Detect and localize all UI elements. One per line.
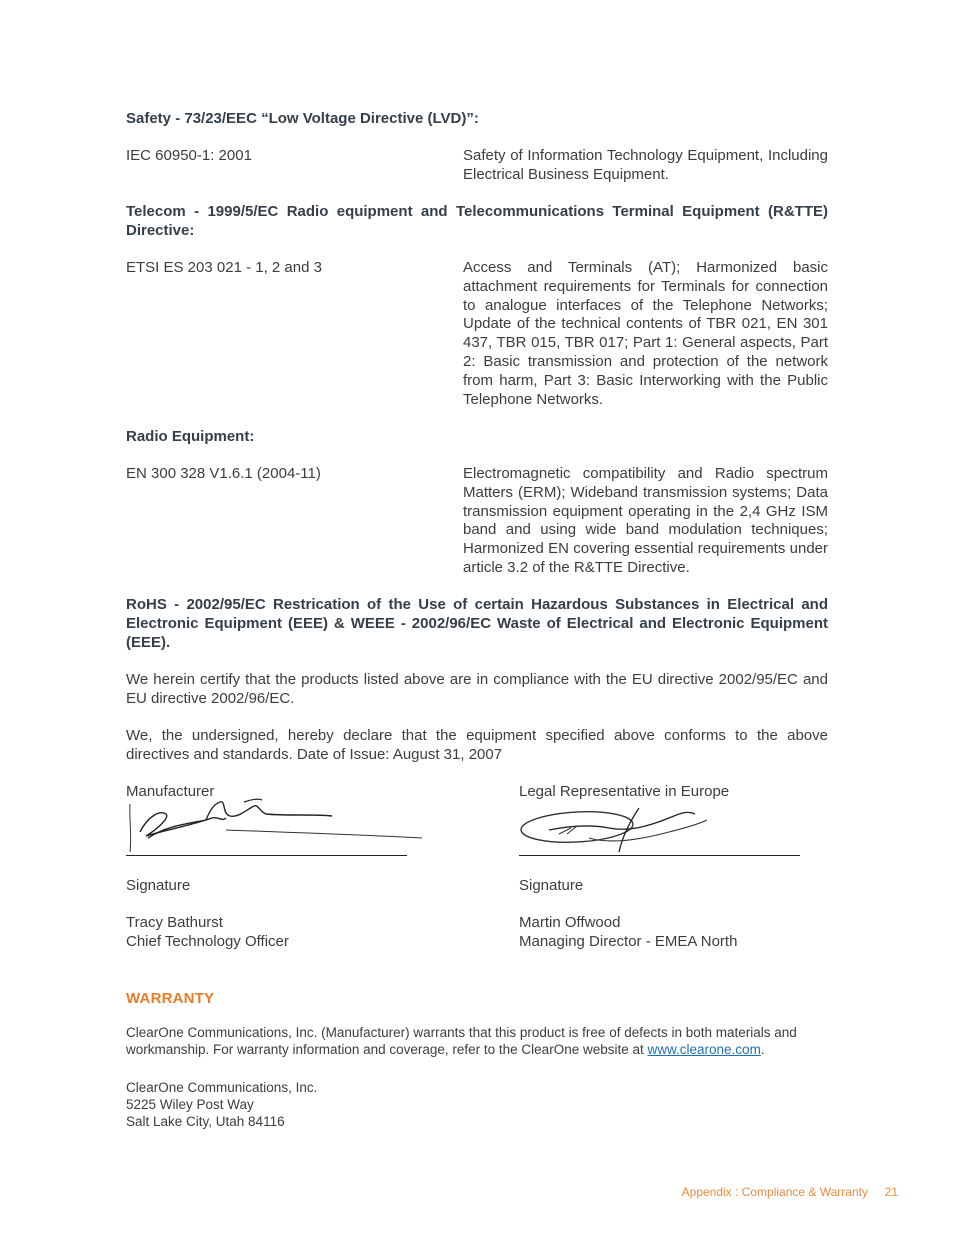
telecom-description: Access and Terminals (AT); Harmonized basic attachment requirements for Terminals for connection to analogue interfaces of the Telephone Networks; Update of the technical contents of TBR 021, EN 301 437, TBR 015, TBR 017; Part 1: General aspects, Part 2: Basic transmission and protection of the network from harm, Part 3: Basic Interworking with the Public Telephone Networks. [463,259,828,408]
representative-signature-image [519,800,719,856]
representative-title: Managing Director - EMEA North [519,933,738,950]
company-street: 5225 Wiley Post Way [126,1097,254,1112]
manufacturer-label: Manufacturer [126,783,215,800]
footer-section: Appendix : Compliance & Warranty [681,1185,868,1199]
warranty-text [126,1024,826,1059]
warranty-title: WARRANTY [126,990,215,1007]
representative-signature-label: Signature [519,877,584,894]
representative-label: Legal Representative in Europe [519,783,730,800]
page-footer [682,1185,898,1199]
representative-signature-line [519,855,800,856]
telecom-heading: Telecom - 1999/5/EC Radio equipment and Telecommunications Terminal Equipment (R&TTE) Directive: [126,203,828,239]
radio-description: Electromagnetic compatibility and Radio spectrum Matters (ERM); Wideband transmission systems; Data transmission equipment operating in the 2,4 GHz ISM band and using wide band modulation techniques; Harmonized EN covering essential requirements under article 3.2 of the R&TTE Directive. [463,465,828,576]
telecom-standard-row [126,259,828,411]
manufacturer-name: Tracy Bathurst [126,914,223,931]
company-name: ClearOne Communications, Inc. [126,1080,318,1095]
telecom-standard: ETSI ES 203 021 - 1, 2 and 3 [126,259,322,276]
manufacturer-signature-image [126,796,426,858]
manufacturer-title: Chief Technology Officer [126,933,289,950]
radio-standard-row [126,465,828,579]
warranty-text-main: ClearOne Communications, Inc. (Manufacturer) warrants that this product is free of defects in both materials and workmanship. For warranty information and coverage, refer to the ClearOne website at [126,1025,797,1058]
safety-heading: Safety - 73/23/EEC “Low Voltage Directive (LVD)”: [126,110,479,127]
compliance-certification: We herein certify that the products listed above are in compliance with the EU directive 2002/95/EC and EU directive 2002/96/EC. [126,671,828,707]
company-city: Salt Lake City, Utah 84116 [126,1114,285,1129]
representative-name: Martin Offwood [519,914,621,931]
safety-standard-row [126,147,828,187]
radio-heading: Radio Equipment: [126,428,255,445]
page-number: 21 [884,1185,898,1199]
manufacturer-signature-line [126,855,407,856]
rohs-heading: RoHS - 2002/95/EC Restrication of the Use of certain Hazardous Substances in Electrical and Electronic Equipment (EEE) & WEEE - 2002/96/EC Waste of Electrical and Electronic Equipment (EEE). [126,596,828,651]
manufacturer-signature-label: Signature [126,877,191,894]
radio-standard: EN 300 328 V1.6.1 (2004-11) [126,465,321,482]
conformity-declaration: We, the undersigned, hereby declare that the equipment specified above conforms to the above directives and standards. Date of Issue: August 31, 2007 [126,727,828,763]
safety-standard: IEC 60950-1: 2001 [126,147,252,164]
warranty-text-end: . [760,1042,765,1058]
safety-description: Safety of Information Technology Equipment, Including Electrical Business Equipment. [463,147,828,183]
clearone-website-link[interactable]: www.clearone.com [647,1042,761,1058]
